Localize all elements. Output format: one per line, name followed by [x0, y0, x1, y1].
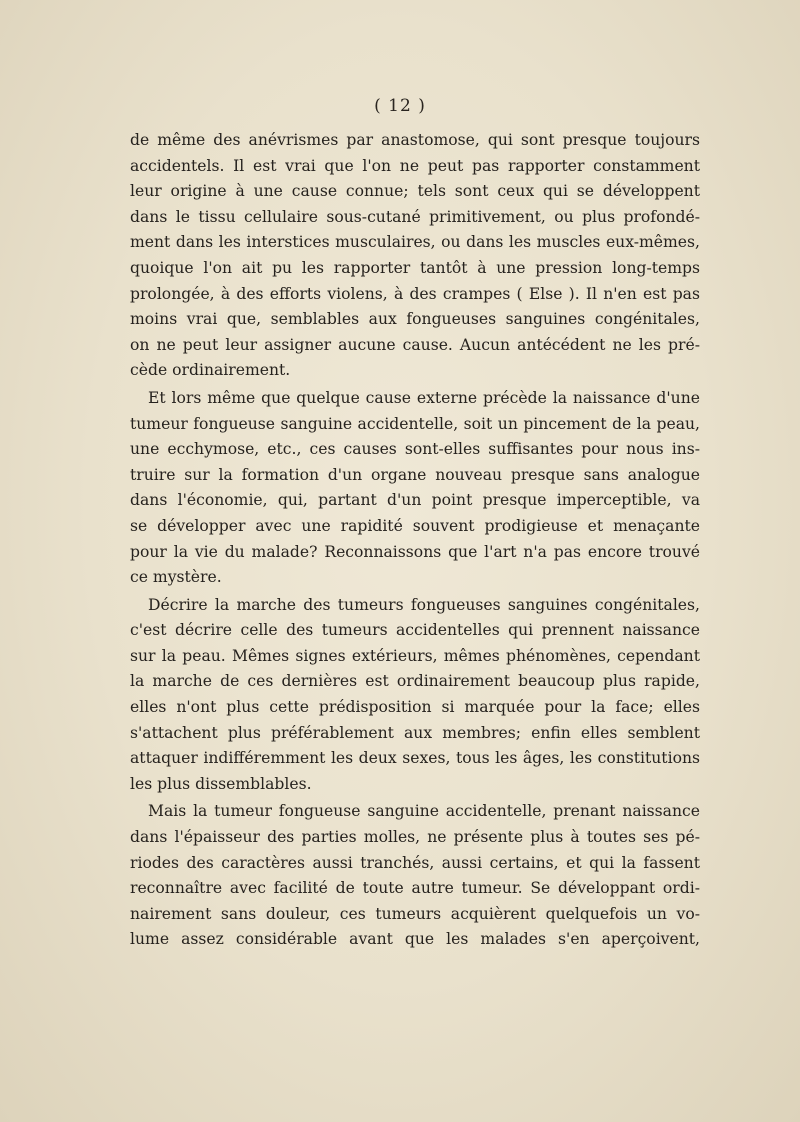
text-line: dans le tissu cellulaire sous-cutané primitivement, ou plus profondé- [130, 207, 700, 226]
text-line: attaquer indifféremment les deux sexes, tous les âges, les constitutions [130, 749, 700, 768]
text-line: cède ordinairement. [130, 361, 291, 380]
text-line: dans l'épaisseur des parties molles, ne présente plus à toutes ses pé- [130, 828, 700, 847]
paragraph-4 [130, 799, 700, 953]
text-line: les plus dissemblables. [130, 774, 312, 793]
body-text [130, 128, 700, 953]
text-line: une ecchymose, etc., ces causes sont-elles suffisantes pour nous ins- [130, 440, 700, 459]
text-line: truire sur la formation d'un organe nouveau presque sans analogue [130, 465, 700, 484]
text-line: pour la vie du malade? Reconnaissons que l'art n'a pas encore trouvé [130, 542, 700, 561]
text-line: leur origine à une cause connue; tels sont ceux qui se développent [130, 182, 700, 201]
text-line: prolongée, à des efforts violens, à des crampes ( Else ). Il n'en est pas [130, 284, 700, 303]
text-line: on ne peut leur assigner aucune cause. Aucun antécédent ne les pré- [130, 335, 700, 354]
text-line: sur la peau. Mêmes signes extérieurs, mêmes phénomènes, cependant [130, 646, 700, 665]
text-line: reconnaître avec facilité de toute autre tumeur. Se développant ordi- [130, 879, 700, 898]
text-line: tumeur fongueuse sanguine accidentelle, soit un pincement de la peau, [130, 414, 700, 433]
text-line: c'est décrire celle des tumeurs accidentelles qui prennent naissance [130, 621, 700, 640]
text-line: lume assez considérable avant que les malades s'en aperçoivent, [130, 930, 700, 949]
text-line: moins vrai que, semblables aux fongueuses sanguines congénitales, [130, 310, 700, 329]
text-line: Mais la tumeur fongueuse sanguine accidentelle, prenant naissance [148, 802, 700, 821]
paragraph-1 [130, 128, 700, 384]
text-line: nairement sans douleur, ces tumeurs acquièrent quelquefois un vo- [130, 904, 700, 923]
text-line: s'attachent plus préférablement aux membres; enfin elles semblent [130, 723, 700, 742]
text-line: riodes des caractères aussi tranchés, aussi certains, et qui la fassent [130, 853, 700, 872]
text-line: Décrire la marche des tumeurs fongueuses sanguines congénitales, [148, 595, 700, 614]
text-line: dans l'économie, qui, partant d'un point presque imperceptible, va [130, 491, 700, 510]
paragraph-3 [130, 593, 700, 798]
text-line: elles n'ont plus cette prédisposition si marquée pour la face; elles [130, 698, 700, 717]
text-line: ce mystère. [130, 568, 222, 587]
text-line: ment dans les interstices musculaires, ou dans les muscles eux-mêmes, [130, 233, 700, 252]
text-line: Et lors même que quelque cause externe précède la naissance d'une [148, 388, 700, 407]
text-line: se développer avec une rapidité souvent prodigieuse et menaçante [130, 516, 700, 535]
page-number: ( 12 ) [374, 96, 426, 116]
text-line: la marche de ces dernières est ordinairement beaucoup plus rapide, [130, 672, 700, 691]
text-line: de même des anévrismes par anastomose, qui sont presque toujours [130, 131, 700, 149]
text-line: quoique l'on ait pu les rapporter tantôt à une pression long-temps [130, 258, 700, 277]
text-line: accidentels. Il est vrai que l'on ne peut pas rapporter constamment [130, 156, 700, 175]
paragraph-2 [130, 386, 700, 591]
